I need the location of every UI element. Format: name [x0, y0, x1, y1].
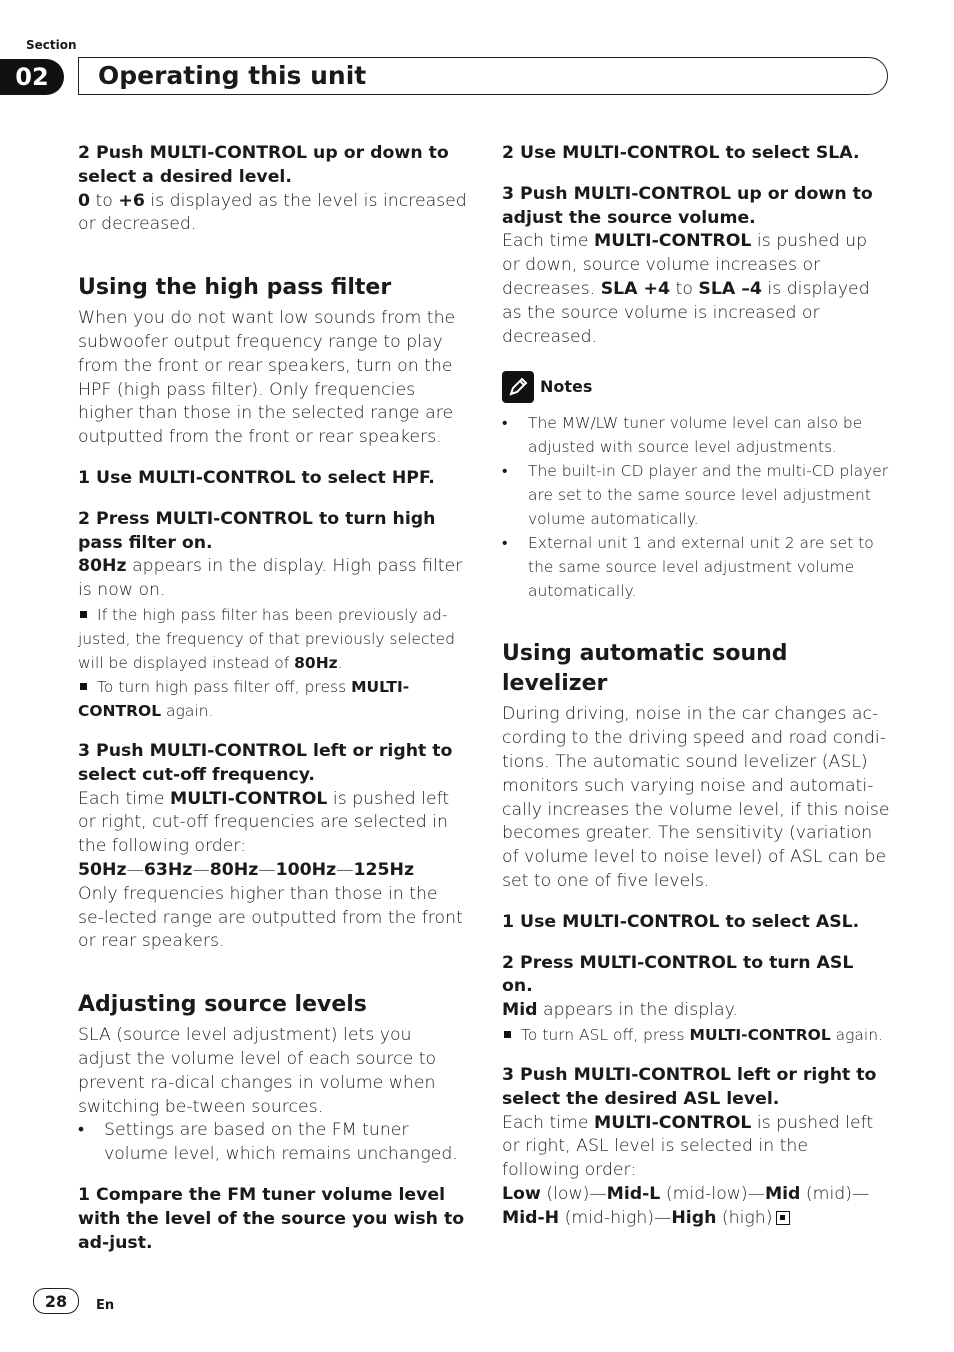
step-heading: 2 Press MULTI-CONTROL to turn high pass filter on.: [78, 508, 436, 553]
frequency-order: 50Hz—63Hz—80Hz—100Hz—125Hz: [78, 859, 415, 880]
left-column: [78, 142, 468, 1255]
asl-intro: During driving, noise in the car changes ac-cording to the driving speed and road condi-tions. The automatic sound levelizer (ASL) monitors such varying noise and automati-cally increases the volume level, if this noise becomes greater. The sensitivity (variation of volume level to noise level) of ASL can be set to one of five levels.: [502, 704, 890, 891]
sla-heading: Adjusting source levels: [78, 992, 367, 1018]
step-heading: 2 Use MULTI-CONTROL to select SLA.: [502, 143, 860, 163]
note: To turn high pass filter off, press MULTI-CONTROL again.: [78, 677, 410, 720]
note: If the high pass filter has been previously ad-justed, the frequency of that previously selected will be displayed instead of 80Hz.: [78, 605, 455, 672]
step-heading: 2 Push MULTI-CONTROL up or down to select a desired level.: [78, 143, 449, 187]
step-heading: 3 Push MULTI-CONTROL left or right to select cut-off frequency.: [78, 740, 453, 785]
note-square-icon: [80, 611, 87, 618]
pencil-icon: [502, 371, 534, 403]
paragraph: Each time MULTI-CONTROL is pushed left or right, ASL level is selected in the following order:: [502, 1112, 874, 1181]
paragraph: 80Hz appears in the display. High pass filter is now on.: [78, 556, 463, 601]
notes-list: [502, 411, 890, 603]
step-heading: 1 Use MULTI-CONTROL to select HPF.: [78, 467, 435, 488]
hpf-intro: When you do not want low sounds from the subwoofer output frequency range to play from the front or rear speakers, turn on the HPF (high pass filter). Only frequencies higher than those in the selected range are outputted from the front or rear speakers.: [78, 308, 456, 448]
note-square-icon: [504, 1031, 511, 1038]
level-order: Low (low)—Mid-L (mid-low)—Mid (mid)—Mid-H (mid-high)—High (high): [502, 1183, 870, 1228]
language-label: En: [96, 1298, 115, 1313]
step-heading: 1 Use MULTI-CONTROL to select ASL.: [502, 911, 860, 932]
paragraph: Mid appears in the display.: [502, 1000, 738, 1021]
paragraph: Each time MULTI-CONTROL is pushed left or right, cut-off frequencies are selected in the following order:: [78, 788, 450, 857]
section-label: Section: [26, 38, 77, 52]
page-number: 28: [33, 1288, 79, 1314]
step-heading: 2 Press MULTI-CONTROL to turn ASL on.: [502, 952, 854, 997]
paragraph: 0 to +6 is displayed as the level is increased or decreased.: [78, 190, 467, 235]
hpf-heading: Using the high pass filter: [78, 275, 392, 301]
note-square-icon: [80, 683, 87, 690]
list-item: • The MW/LW tuner volume level can also be adjusted with source level adjustments.: [502, 414, 863, 457]
notes-header: Notes: [502, 371, 890, 403]
sla-intro: SLA (source level adjustment) lets you adjust the volume level of each source to prevent ra-dical changes in volume when switching be-tween sources.: [78, 1025, 437, 1117]
end-mark-icon: [776, 1211, 790, 1225]
paragraph: Each time MULTI-CONTROL is pushed up or down, source volume increases or decreases. SLA +4 to SLA –4 is displayed as the source volume is increased or decreased.: [502, 231, 870, 347]
paragraph: Only frequencies higher than those in the se-lected range are outputted from the front or rear speakers.: [78, 883, 463, 952]
list-item: • The built-in CD player and the multi-CD player are set to the same source level adjustment volume automatically.: [502, 462, 889, 529]
note: To turn ASL off, press MULTI-CONTROL again.: [502, 1023, 890, 1047]
section-number-badge: 02: [0, 59, 64, 95]
bullet-item: • Settings are based on the FM tuner volume level, which remains unchanged.: [78, 1120, 458, 1165]
step-heading: 3 Push MULTI-CONTROL up or down to adjust the source volume.: [502, 183, 873, 228]
right-column: [502, 142, 890, 1231]
asl-heading: Using automatic sound levelizer: [502, 641, 788, 697]
step-heading: 1 Compare the FM tuner volume level with the level of the source you wish to ad-just.: [78, 1184, 465, 1253]
page-title: Operating this unit: [98, 61, 367, 90]
step-heading: 3 Push MULTI-CONTROL left or right to select the desired ASL level.: [502, 1064, 877, 1109]
list-item: • External unit 1 and external unit 2 are set to the same source level adjustment volume automatically.: [502, 534, 874, 601]
